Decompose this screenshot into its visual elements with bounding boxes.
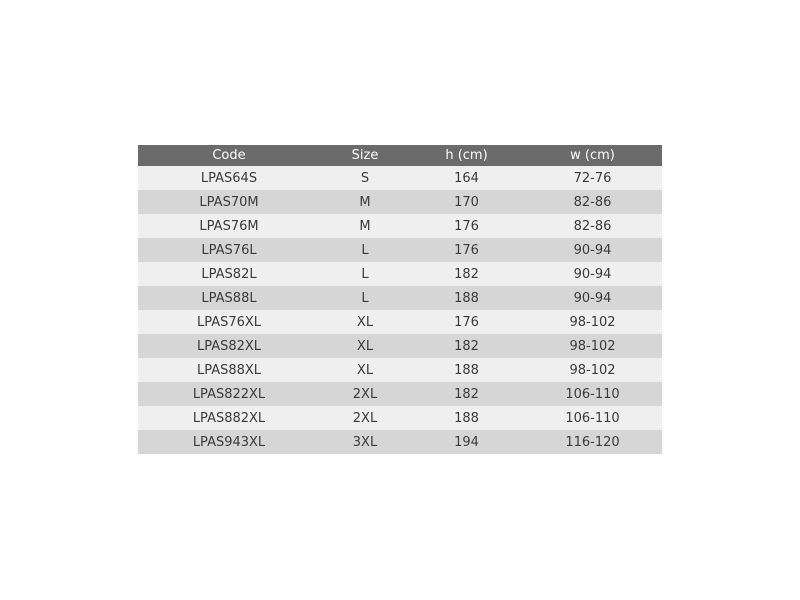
table-row: [138, 214, 662, 238]
cell-height: 176: [410, 238, 523, 262]
table-row: [138, 358, 662, 382]
cell-width: 90-94: [523, 286, 662, 310]
table-row: [138, 190, 662, 214]
table-row: [138, 310, 662, 334]
table-row: [138, 262, 662, 286]
cell-width: 82-86: [523, 190, 662, 214]
cell-size: XL: [320, 334, 410, 358]
cell-height: 182: [410, 334, 523, 358]
cell-code: LPAS82L: [138, 262, 320, 286]
cell-width: 98-102: [523, 310, 662, 334]
table-row: [138, 430, 662, 454]
cell-size: L: [320, 262, 410, 286]
cell-height: 176: [410, 214, 523, 238]
cell-size: L: [320, 286, 410, 310]
cell-height: 188: [410, 406, 523, 430]
table-header-row: [138, 145, 662, 166]
cell-size: XL: [320, 310, 410, 334]
cell-width: 106-110: [523, 382, 662, 406]
header-code: Code: [138, 145, 320, 166]
cell-height: 170: [410, 190, 523, 214]
cell-width: 98-102: [523, 334, 662, 358]
cell-code: LPAS88L: [138, 286, 320, 310]
cell-size: M: [320, 190, 410, 214]
cell-code: LPAS88XL: [138, 358, 320, 382]
cell-height: 176: [410, 310, 523, 334]
cell-size: M: [320, 214, 410, 238]
table-row: [138, 166, 662, 190]
cell-height: 194: [410, 430, 523, 454]
cell-code: LPAS64S: [138, 166, 320, 190]
size-chart-table: [138, 145, 662, 454]
cell-size: L: [320, 238, 410, 262]
cell-height: 188: [410, 358, 523, 382]
cell-size: 2XL: [320, 382, 410, 406]
cell-size: 3XL: [320, 430, 410, 454]
cell-code: LPAS76XL: [138, 310, 320, 334]
cell-height: 164: [410, 166, 523, 190]
cell-height: 182: [410, 382, 523, 406]
cell-code: LPAS76M: [138, 214, 320, 238]
header-size: Size: [320, 145, 410, 166]
cell-width: 82-86: [523, 214, 662, 238]
header-height: h (cm): [410, 145, 523, 166]
header-width: w (cm): [523, 145, 662, 166]
table-row: [138, 334, 662, 358]
cell-size: S: [320, 166, 410, 190]
cell-code: LPAS882XL: [138, 406, 320, 430]
cell-code: LPAS70M: [138, 190, 320, 214]
cell-width: 106-110: [523, 406, 662, 430]
table-row: [138, 286, 662, 310]
cell-width: 72-76: [523, 166, 662, 190]
cell-width: 90-94: [523, 238, 662, 262]
table-body: [138, 166, 662, 454]
table-row: [138, 238, 662, 262]
cell-code: LPAS822XL: [138, 382, 320, 406]
cell-width: 116-120: [523, 430, 662, 454]
table-row: [138, 382, 662, 406]
cell-height: 188: [410, 286, 523, 310]
cell-height: 182: [410, 262, 523, 286]
cell-width: 90-94: [523, 262, 662, 286]
cell-size: XL: [320, 358, 410, 382]
cell-code: LPAS82XL: [138, 334, 320, 358]
cell-size: 2XL: [320, 406, 410, 430]
cell-code: LPAS76L: [138, 238, 320, 262]
cell-code: LPAS943XL: [138, 430, 320, 454]
table-row: [138, 406, 662, 430]
cell-width: 98-102: [523, 358, 662, 382]
